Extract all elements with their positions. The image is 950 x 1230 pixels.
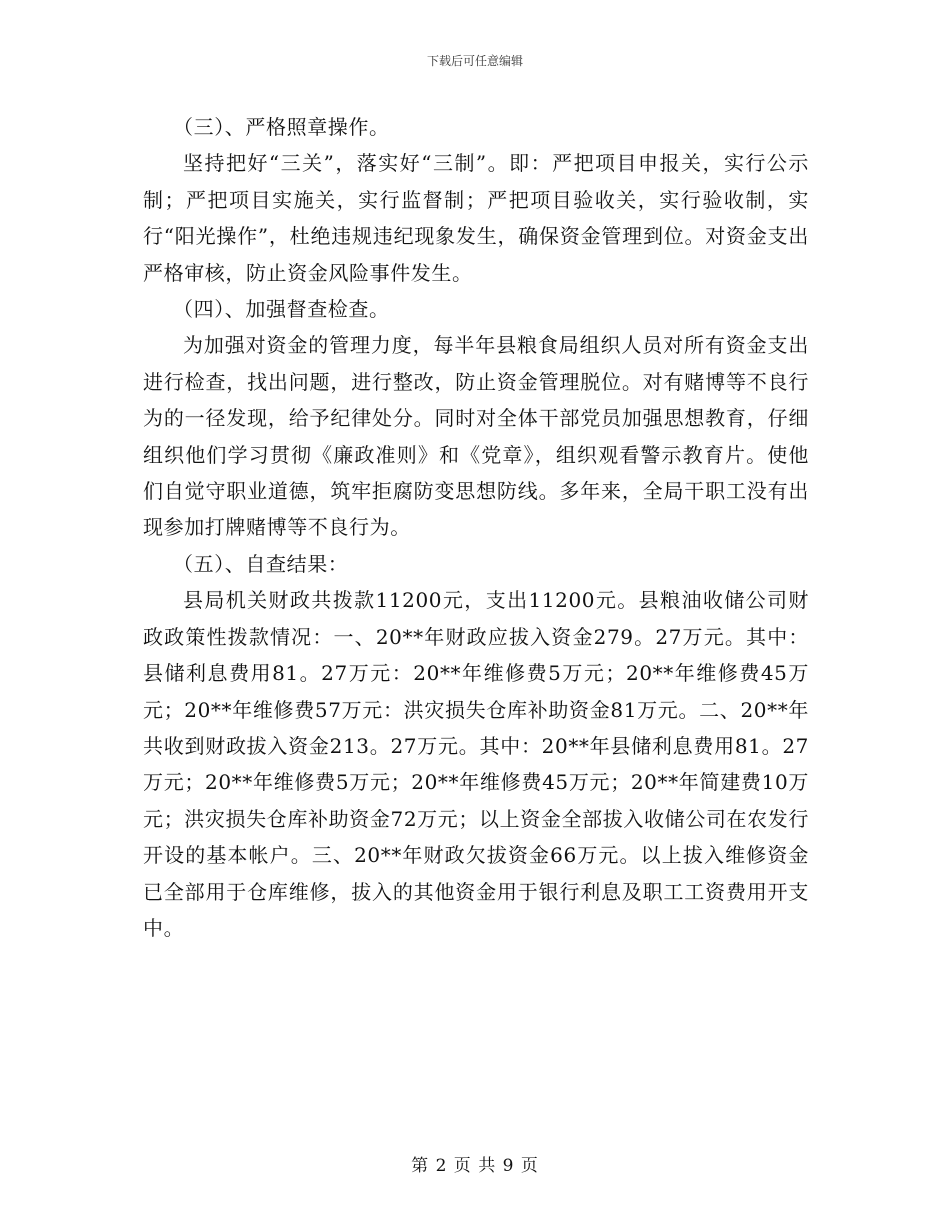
paragraph-three-gates: 坚持把好“三关”，落实好“三制”。即：严把项目申报关，实行公示制；严把项目实施关，实行监督制；严把项目验收关，实行验收制，实行“阳光操作”，杜绝违规违纪现象发生，确保资金管理到位。对资金支出严格审核，防止资金风险事件发生。 <box>143 151 809 285</box>
document-body <box>143 109 809 946</box>
page-number: 第 2 页 共 9 页 <box>411 1156 539 1176</box>
paragraph-self-check-results: 县局机关财政共拨款11200元，支出11200元。县粮油收储公司财政政策性拨款情况：一、20**年财政应拔入资金279。27万元。其中：县储利息费用81。27万元：20**年维修费5万元；20**年维修费45万元；20**年维修费57万元：洪灾损失仓库补助资金81万元。二、20**年共收到财政拔入资金213。27万元。其中：20**年县储利息费用81。27万元；20**年维修费5万元；20**年维修费45万元；20**年简建费10万元；洪灾损失仓库补助资金72万元；以上资金全部拔入收储公司在农发行开设的基本帐户。三、20**年财政欠拔资金66万元。以上拔入维修资金已全部用于仓库维修，拔入的其他资金用于银行利息及职工工资费用开支中。 <box>143 588 809 940</box>
section-heading-3: （三）、严格照章操作。 <box>173 115 390 139</box>
section-heading-4: （四）、加强督查检查。 <box>173 297 390 322</box>
paragraph-supervision: 为加强对资金的管理力度，每半年县粮食局组织人员对所有资金支出进行检查，找出问题，进行整改，防止资金管理脱位。对有赌博等不良行为的一径发现，给予纪律处分。同时对全体干部党员加强思想教育，仔细组织他们学习贯彻《廉政准则》和《党章》，组织观看警示教育片。使他们自觉守职业道德，筑牢拒腐防变思想防线。多年来，全局干职工没有出现参加打牌赌博等不良行为。 <box>143 333 809 540</box>
section-heading-5: （五）、自查结果： <box>173 551 349 576</box>
page-header-note: 下载后可任意编辑 <box>426 54 523 68</box>
